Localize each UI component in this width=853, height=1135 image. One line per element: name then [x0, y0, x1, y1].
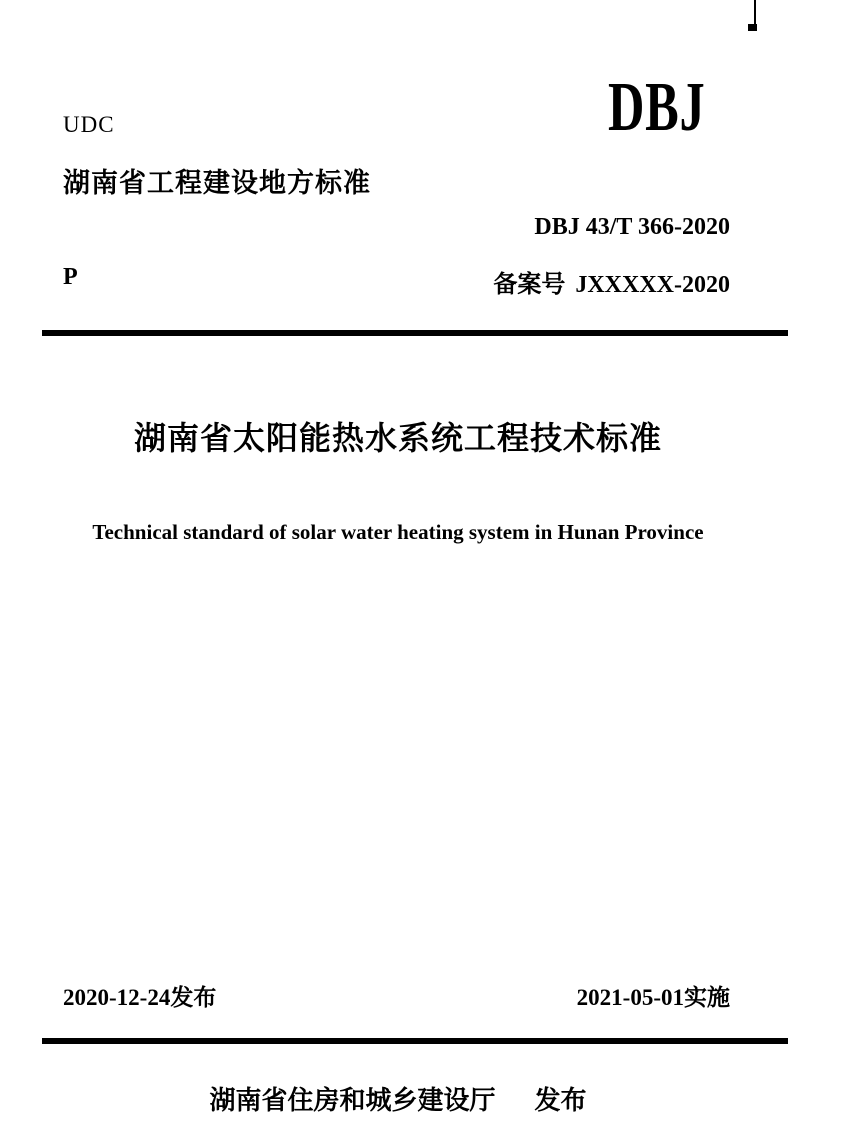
publisher-action: 发布: [534, 1085, 587, 1115]
issue-date-label: 发布: [170, 985, 217, 1010]
top-divider: [42, 330, 788, 336]
title-chinese: 湖南省太阳能热水系统工程技术标准: [133, 420, 662, 456]
implement-date-value: 2021-05-01: [576, 985, 684, 1010]
record-number-label: 备案号: [493, 272, 566, 298]
standard-number: DBJ 43/T 366-2020: [534, 214, 730, 240]
udc-label: UDC: [63, 112, 115, 137]
record-number-line: [493, 264, 730, 299]
implement-date-label: 实施: [684, 985, 730, 1010]
classification-code: P: [63, 264, 78, 290]
implement-date-line: [577, 979, 730, 1012]
issue-date-value: 2020-12-24: [63, 985, 171, 1010]
publisher-name: 湖南省住房和城乡建设厅: [209, 1085, 496, 1115]
publisher-line: [63, 1080, 733, 1117]
standard-category: 湖南省工程建设地方标准: [63, 168, 371, 198]
bottom-divider: [42, 1038, 788, 1044]
record-number-value: JXXXXX-2020: [575, 272, 730, 298]
text-cursor-artifact: [754, 0, 756, 26]
issue-date-line: [63, 979, 216, 1012]
title-english: Technical standard of solar water heating system in Hunan Province: [92, 520, 704, 544]
dbj-logo: DBJ: [608, 69, 706, 146]
